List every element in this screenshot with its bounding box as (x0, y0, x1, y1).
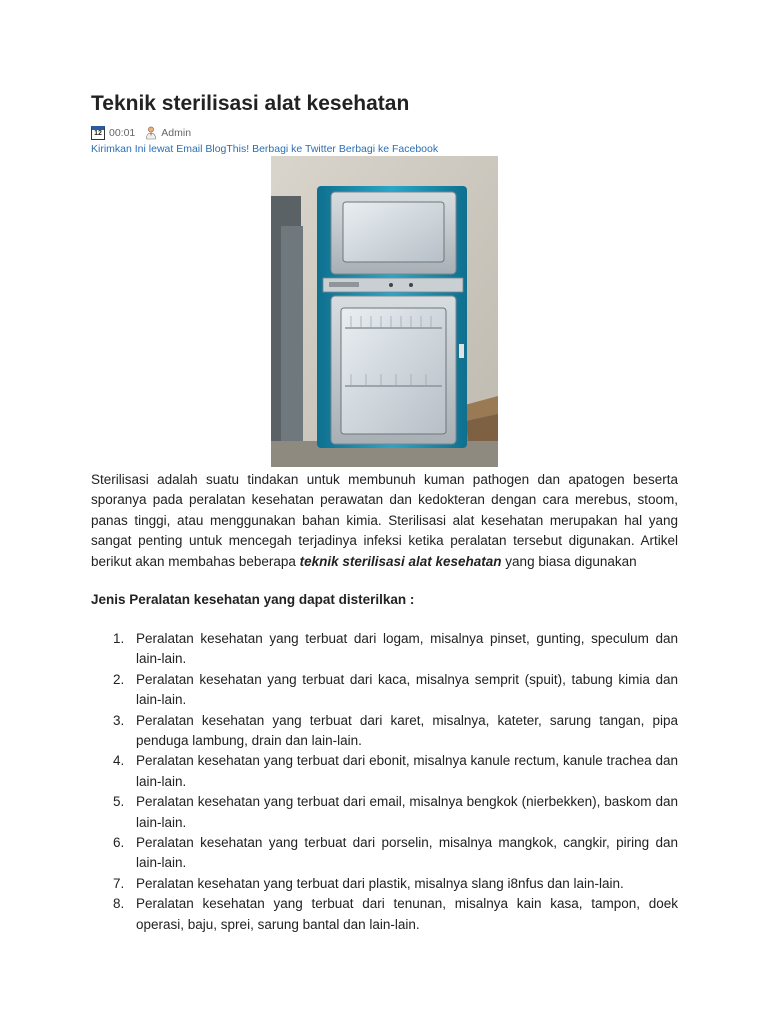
equipment-list (91, 629, 678, 935)
list-text: Peralatan kesehatan yang terbuat dari ebonit, misalnya kanule rectum, kanule trachea dan lain-lain. (136, 753, 678, 789)
list-number: 3. (113, 712, 125, 728)
list-number: 4. (113, 753, 125, 769)
sterilizer-cabinet-photo (271, 156, 498, 467)
list-number: 8. (113, 896, 125, 912)
section-heading: Jenis Peralatan kesehatan yang dapat disterilkan : (91, 592, 415, 607)
list-number: 7. (113, 875, 125, 891)
list-number: 5. (113, 794, 125, 810)
list-text: Peralatan kesehatan yang terbuat dari karet, misalnya, kateter, sarung tangan, pipa penduga lambung, drain dan lain-lain. (136, 712, 678, 749)
list-item (91, 711, 678, 752)
post-time: 00:01 (109, 127, 136, 139)
list-number: 2. (113, 671, 125, 687)
list-item (91, 874, 678, 894)
list-text: Peralatan kesehatan yang terbuat dari tenunan, misalnya kain kasa, tampon, doek operasi, baju, sprei, sarung bantal dan lain-lain. (136, 896, 678, 932)
post-meta (91, 126, 191, 140)
intro-paragraph (91, 470, 678, 572)
list-item (91, 894, 678, 935)
article-title: Teknik sterilisasi alat kesehatan (91, 92, 410, 115)
share-email-link[interactable]: Kirimkan Ini lewat Email (91, 143, 203, 155)
post-author: Admin (161, 127, 192, 139)
intro-emphasis: teknik sterilisasi alat kesehatan (299, 553, 502, 569)
share-twitter-link[interactable]: Berbagi ke Twitter (252, 143, 336, 155)
share-facebook-link[interactable]: Berbagi ke Facebook (338, 143, 439, 155)
list-item (91, 833, 678, 874)
list-text: Peralatan kesehatan yang terbuat dari email, misalnya bengkok (nierbekken), baskom dan lain-lain. (136, 794, 678, 830)
list-text: Peralatan kesehatan yang terbuat dari logam, misalnya pinset, gunting, speculum dan lain-lain. (136, 631, 678, 667)
list-text: Peralatan kesehatan yang terbuat dari plastik, misalnya slang i8nfus dan lain-lain. (136, 875, 624, 891)
share-links (91, 143, 438, 155)
share-blogthis-link[interactable]: BlogThis! (205, 143, 250, 155)
intro-tail: yang biasa digunakan (505, 553, 637, 569)
list-item (91, 751, 678, 792)
list-item (91, 792, 678, 833)
intro-text: Sterilisasi adalah suatu tindakan untuk membunuh kuman pathogen dan apatogen beserta sporanya pada peralatan kesehatan perawatan dan kedokteran dengan cara merebus, stoom, panas tinggi, atau menggunakan bahan kimia. Sterilisasi alat kesehatan merupakan hal yang sangat penting untuk mencegah terjadinya infeksi ketika peralatan tersebut digunakan. Artikel berikut akan membahas beberapa (91, 472, 678, 569)
list-text: Peralatan kesehatan yang terbuat dari kaca, misalnya semprit (spuit), tabung kimia dan lain-lain. (136, 671, 678, 708)
list-number: 6. (113, 835, 125, 851)
list-text: Peralatan kesehatan yang terbuat dari porselin, misalnya mangkok, cangkir, piring dan lain-lain. (136, 835, 678, 871)
calendar-icon: 12 (91, 126, 105, 140)
user-icon (145, 126, 157, 140)
list-number: 1. (113, 631, 125, 646)
list-item (91, 629, 678, 670)
list-item (91, 670, 678, 711)
